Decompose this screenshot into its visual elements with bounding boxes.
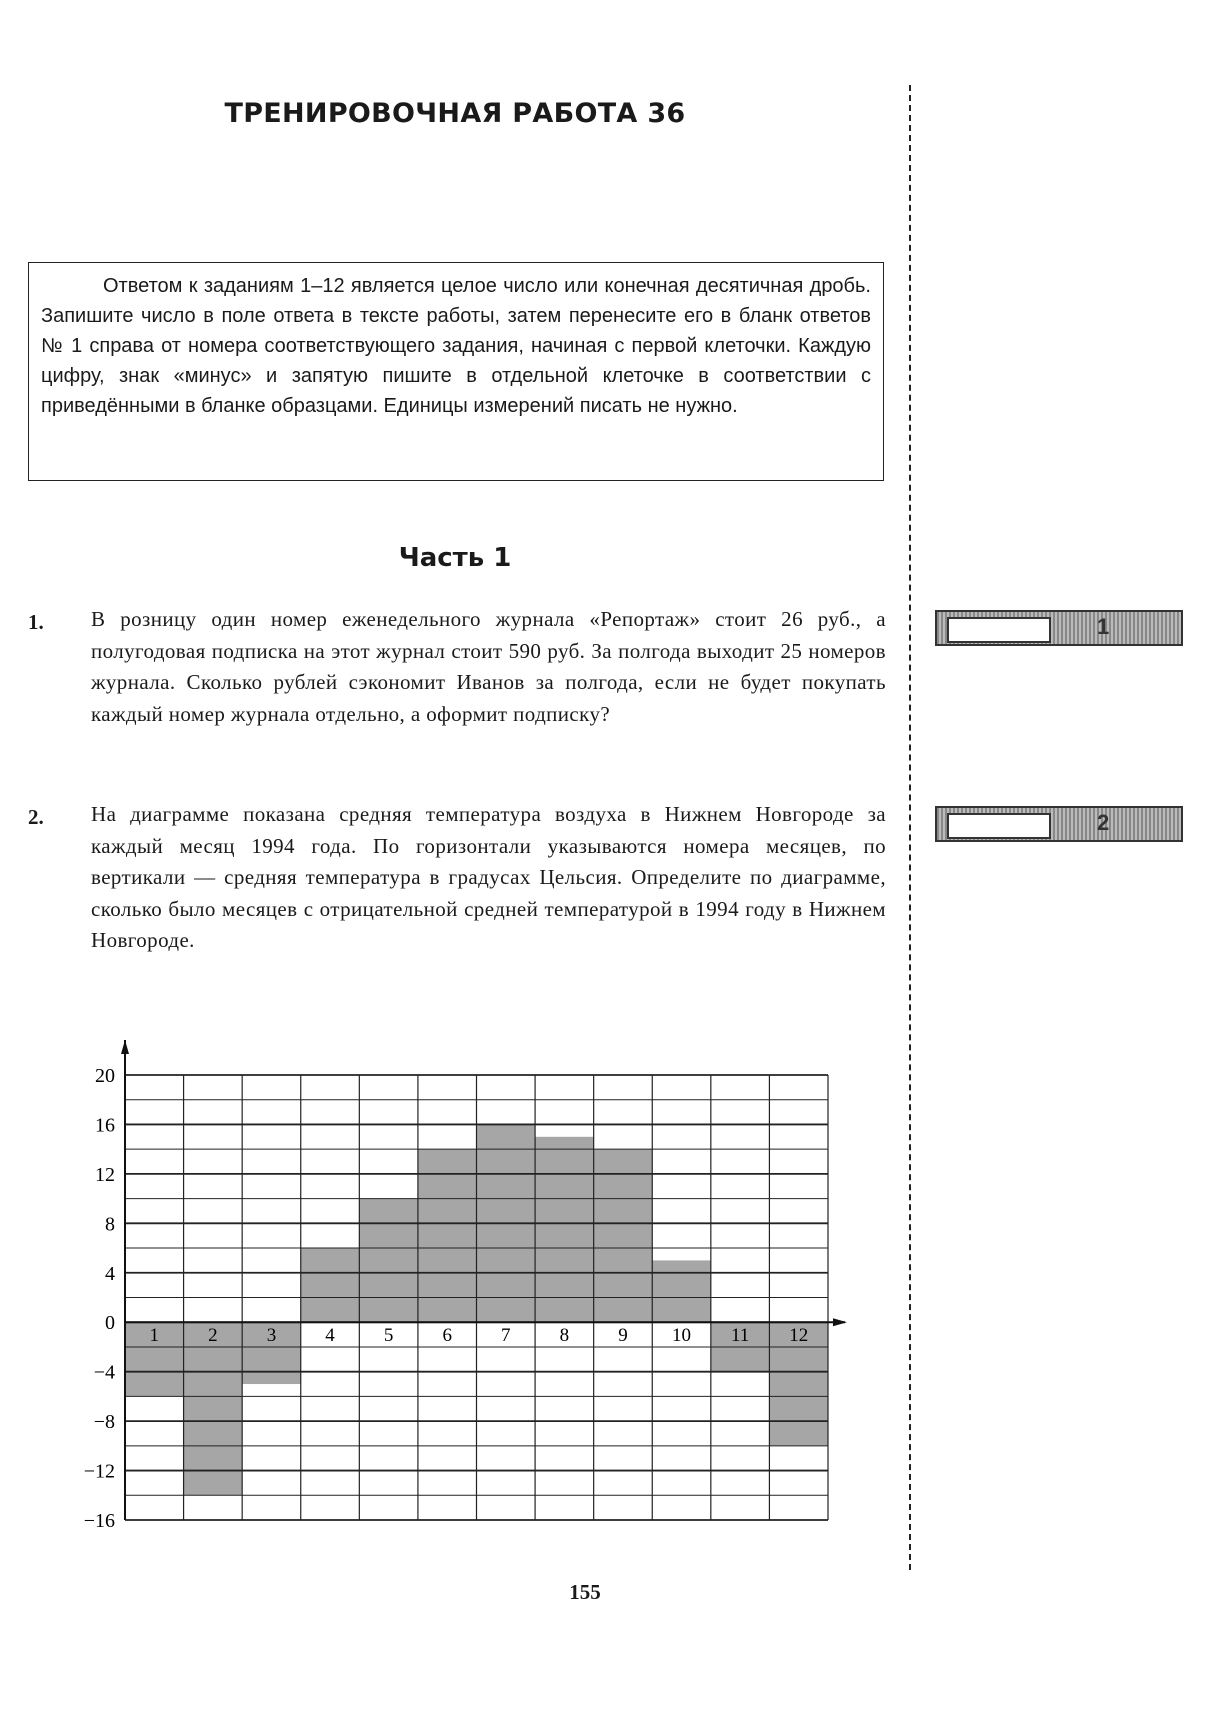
question-2-number: 2. xyxy=(28,805,44,829)
y-tick-label: 8 xyxy=(105,1213,115,1236)
question-2-text: На диаграмме показана средняя температура воздуха в Нижнем Новгороде за каждый месяц 1994 года. По горизонтали указываются номера месяцев, по вертикали — средняя температура в градусах Цельсия. Определите по диаграмме, сколько было месяцев с отрицательной средней температурой в 1994 году в Нижнем Новгороде. xyxy=(91,802,886,952)
bar-month-5 xyxy=(359,1199,418,1323)
answer-label-2: 2 xyxy=(1097,810,1110,835)
page-title: ТРЕНИРОВОЧНАЯ РАБОТА 36 xyxy=(224,98,686,129)
x-tick-label: 1 xyxy=(149,1325,160,1347)
instructions-box: Ответом к заданиям 1–12 является целое число или конечная десятичная дробь. Запишите число в поле ответа в тексте работы, затем перенесите его в бланк ответов № 1 справа от номера соответствующего задания, начиная с первой клеточки. Каждую цифру, знак «минус» и запятую пишите в отдельной клеточке в соответствии с приведёнными в бланке образцами. Единицы измерений писать не нужно. xyxy=(28,262,884,481)
part-title: Часть 1 xyxy=(398,543,512,573)
y-tick-label: 12 xyxy=(95,1163,115,1186)
x-tick-label: 6 xyxy=(442,1325,452,1347)
answer-label-1: 1 xyxy=(1097,614,1110,639)
page-number: 155 xyxy=(569,1580,601,1604)
x-tick-label: 7 xyxy=(501,1325,511,1347)
y-tick-label: 0 xyxy=(105,1312,115,1335)
y-axis-arrow-icon xyxy=(121,1040,129,1054)
x-tick-label: 2 xyxy=(208,1325,218,1347)
bar-month-10 xyxy=(652,1260,711,1322)
y-tick-label: −12 xyxy=(83,1460,115,1483)
y-tick-label: 16 xyxy=(95,1114,115,1137)
x-tick-label: 12 xyxy=(789,1325,809,1347)
x-tick-label: 11 xyxy=(730,1325,750,1347)
y-tick-label: 20 xyxy=(95,1065,115,1087)
bar-month-9 xyxy=(594,1149,653,1322)
x-tick-label: 8 xyxy=(559,1325,570,1347)
y-tick-label: 4 xyxy=(105,1262,115,1285)
x-tick-label: 3 xyxy=(266,1325,277,1347)
x-tick-label: 4 xyxy=(325,1325,335,1347)
y-tick-label: −4 xyxy=(93,1361,115,1384)
bar-month-6 xyxy=(418,1149,477,1322)
bar-month-4 xyxy=(301,1248,360,1322)
bar-month-8 xyxy=(535,1137,594,1322)
x-tick-label: 10 xyxy=(672,1325,692,1347)
x-axis-arrow-icon xyxy=(833,1318,847,1326)
question-1-text: В розницу один номер еженедельного журнала «Репортаж» стоит 26 руб., а полугодовая подписка на этот журнал стоит 590 руб. За полгода выходит 25 номеров журнала. Сколько рублей сэкономит Иванов за полгода, если не будет покупать каждый номер журнала отдельно, а оформит подписку? xyxy=(91,607,886,726)
y-tick-label: −16 xyxy=(83,1510,115,1532)
x-tick-label: 9 xyxy=(618,1325,628,1347)
y-tick-label: −8 xyxy=(93,1411,115,1434)
question-1-number: 1. xyxy=(28,610,44,634)
x-tick-label: 5 xyxy=(383,1325,394,1347)
bar-month-2 xyxy=(184,1322,243,1495)
